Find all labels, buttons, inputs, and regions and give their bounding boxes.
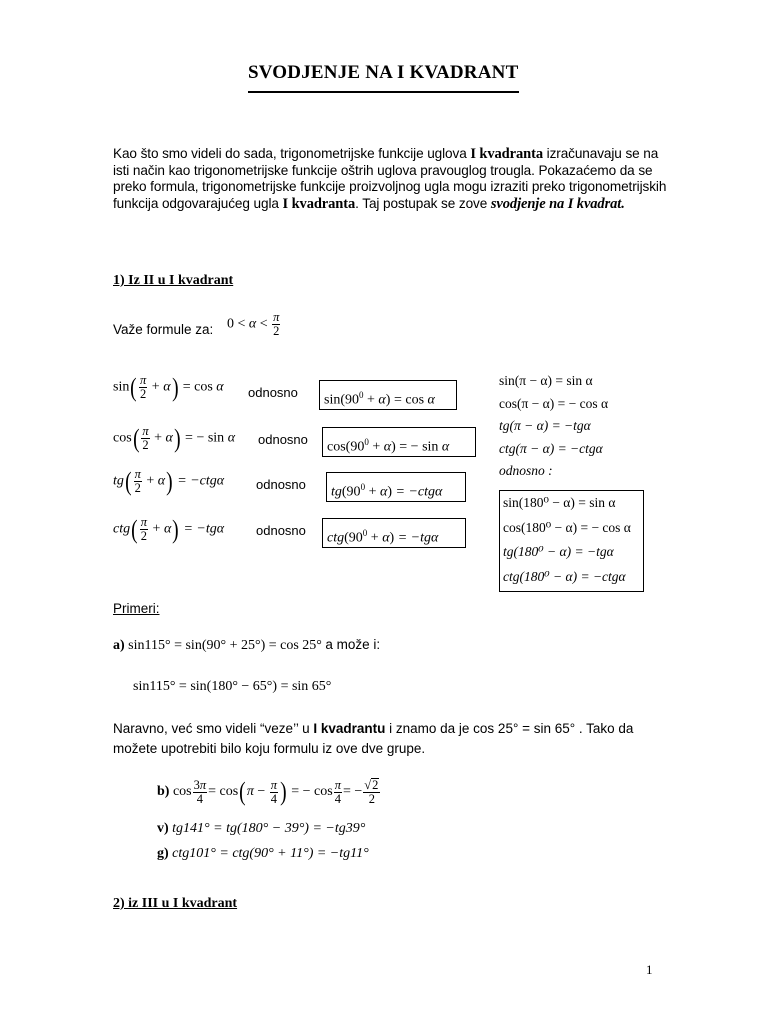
odnosno-3: odnosno — [256, 477, 306, 492]
boxed-sin-deg: $\sin(90^0 + \alpha) = \cos \alpha$ — [319, 380, 457, 410]
example-a-line1: a) sin115° = sin(90° + 25°) = cos 25° a može i: — [113, 637, 381, 653]
right-pi-cos: cos(π − α) = − cos α — [499, 395, 609, 411]
example-g: g) ctg101° = ctg(90° + 11°) = −tg11° — [157, 846, 369, 861]
page-title: SVODJENJE NA I KVADRANT — [248, 62, 519, 83]
boxed-ctg-deg: $ctg(90^0 + \alpha) = -tg\alpha$ — [322, 518, 466, 548]
condition-label: Važe formule za: — [113, 322, 214, 337]
example-b: b) cos $\frac{3\pi}{4}$ = cos(π − $\frac{\pi}{4}$ ) = − cos $\frac{\pi}{4}$ = − $\frac{√2}{2}$ — [157, 777, 379, 806]
examples-heading: Primeri: — [113, 601, 160, 616]
right-deg-ctg: ctg(180⁰ − α) = −ctgα — [503, 568, 626, 584]
intro-bold-italic: svodjenje na I kvadrat. — [490, 195, 625, 212]
intro-bold-1: I kvadranta — [470, 146, 543, 162]
condition-formula: 0 < α < $\frac{\pi}{2}$ — [227, 310, 280, 338]
right-pi-formulas — [499, 370, 608, 483]
section2-heading: 2) iz III u I kvadrant — [113, 896, 238, 911]
odnosno-1: odnosno — [248, 385, 298, 400]
formula-cos-pi: cos( $\frac{\pi}{2}$ + α) = − sin α — [113, 423, 236, 453]
formula-ctg-pi: ctg( $\frac{\pi}{2}$ + α) = −tgα — [113, 514, 225, 544]
right-deg-box — [499, 490, 644, 592]
boxed-tg-deg: $tg(90^0 + \alpha) = -ctg\alpha$ — [326, 472, 466, 502]
right-pi-ctg: ctg(π − α) = −ctgα — [499, 440, 603, 456]
intro-text-3: . Taj postupak se zove — [355, 195, 491, 211]
odnosno-4: odnosno — [256, 523, 306, 538]
intro-text-2: izračunavaju se na isti način kao trigonometrijske funkcije oštrih uglova pravouglog trougla. Pokazaćemo da se preko formula, trigonometrijske funkcije proizvoljnog ugla mogu izraziti preko trigonometrijskih funkcija odgovarajućeg ugla — [113, 146, 667, 211]
right-odnosno: odnosno : — [499, 463, 553, 478]
formula-sin-pi: sin( $\frac{\pi}{2}$ + α) = cos α — [113, 372, 224, 402]
odnosno-2: odnosno — [258, 432, 308, 447]
intro-text-1: Kao što smo videli do sada, trigonometrijske funkcije uglova — [113, 146, 471, 161]
example-v: v) tg141° = tg(180° − 39°) = −tg39° — [157, 821, 366, 836]
example-note: Naravno, već smo videli “veze’’ u I kvadrantu i znamo da je cos 25° = sin 65° . Tako da možete upotrebiti bilo koju formulu iz ove dve grupe. — [113, 721, 634, 756]
right-deg-cos: cos(180⁰ − α) = − cos α — [503, 519, 631, 535]
title-underline — [248, 91, 519, 93]
example-a-line2: sin115° = sin(180° − 65°) = sin 65° — [133, 679, 332, 694]
right-deg-sin: sin(180⁰ − α) = sin α — [503, 495, 616, 510]
right-pi-tg: tg(π − α) = −tgα — [499, 418, 591, 433]
formula-tg-pi: tg( $\frac{\pi}{2}$ + α) = −ctgα — [113, 466, 225, 496]
right-deg-tg: tg(180⁰ − α) = −tgα — [503, 544, 614, 559]
page-number: 1 — [646, 962, 653, 977]
intro-paragraph — [113, 146, 673, 212]
boxed-cos-deg: $\cos(90^0 + \alpha)$ = − sin α — [322, 427, 476, 457]
right-pi-sin: sin(π − α) = sin α — [499, 373, 593, 388]
section1-heading: 1) Iz II u I kvadrant — [113, 273, 234, 288]
intro-bold-2: I kvadranta — [282, 195, 356, 212]
